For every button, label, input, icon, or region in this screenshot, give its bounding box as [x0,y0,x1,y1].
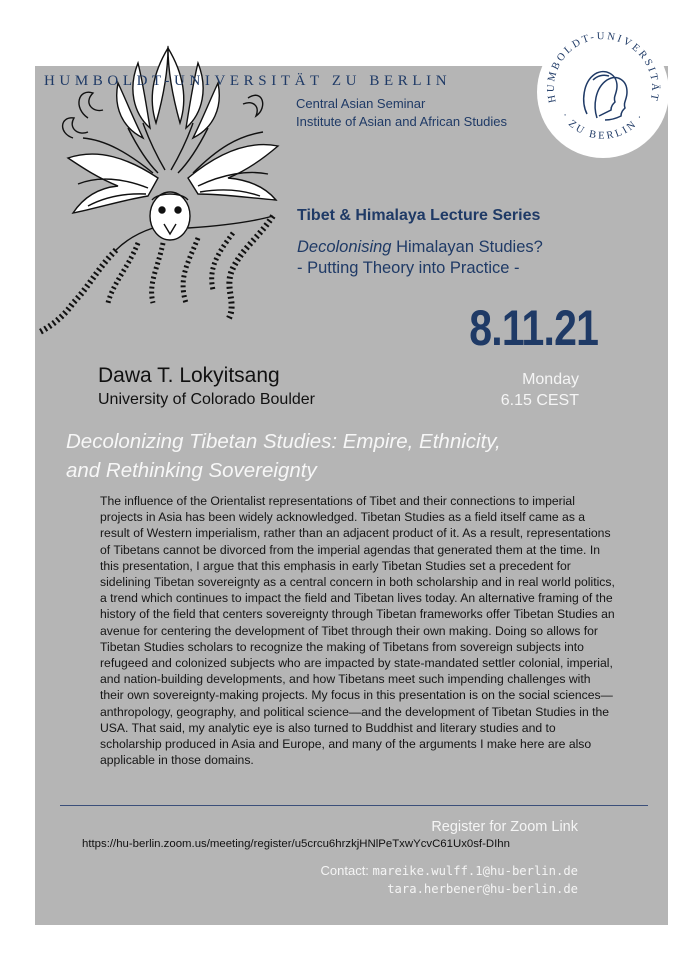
lecture-series-title: Tibet & Himalaya Lecture Series [297,207,541,224]
event-date: 8.11.21 [469,300,598,356]
talk-title-line2: and Rethinking Sovereignty [66,459,317,482]
contact-label: Contact: [320,863,369,878]
series-subtitle [297,237,543,279]
subtitle-line2: - Putting Theory into Practice - [297,259,520,277]
university-name: HUMBOLDT-UNIVERSITÄT ZU BERLIN [44,73,452,89]
seminar-name: Central Asian Seminar [296,96,426,111]
contact-email-2[interactable]: tara.herbener@hu-berlin.de [387,882,578,896]
divider [60,805,648,806]
event-day-time [501,369,579,411]
university-seal-icon [533,22,673,162]
contact-block [321,862,579,898]
subtitle-rest: Himalayan Studies? [391,238,543,256]
speaker-name: Dawa T. Lokyitsang [98,364,280,387]
register-label: Register for Zoom Link [431,819,578,835]
contact-email-1[interactable]: mareike.wulff.1@hu-berlin.de [372,864,578,878]
event-day: Monday [522,371,579,388]
svg-text:· ZU BERLIN ·: · ZU BERLIN · [558,110,648,142]
institute-name: Institute of Asian and African Studies [296,114,508,129]
subtitle-italic: Decolonising [297,238,392,256]
abstract-text: The influence of the Orientalist representations of Tibet and their connections to imperial projects in Asia has been widely acknowledged. Tibetan Studies as a field itself came as a result of Western imperialism, rather than an adjacent product of it. As a result, representations of Tibetans cannot be divorced from the imperial agendas that generated them at the time. In this presentation, I argue that this emphasis in early Tibetan Studies set a precedent for sidelining Tibetan sovereignty as a central concern in both scholarship and in real world politics, a trend which continues to impact the field and Tibetan lives today. An alternative framing of the history of the field that centers sovereignty through Tibetan frameworks offer Tibetan Studies an avenue for centering the development of Tibet through their own making. Doing so allows for Tibetan Studies scholars to recognize the making of Tibetans from sovereign subjects into refugeed and colonized subjects who are impacted by state-mandated settler colonial, imperial, and nation-building developments, and how Tibetans meet such impending challenges with their own sovereignty-making projects. My focus in this presentation is on the social sciences—anthropology, geography, and political science—and the development of Tibetan Studies in the USA. That said, my analytic eye is also turned to Buddhist and literary studies and to scholarship produced in Asia and Europe, and many of the arguments I make here are also applicable in those domains. [100,494,615,768]
speaker-affiliation: University of Colorado Boulder [98,391,315,408]
talk-title [66,427,501,485]
event-time: 6.15 CEST [500,392,579,409]
svg-text:HUMBOLDT-UNIVERSITÄT: HUMBOLDT-UNIVERSITÄT [545,31,661,104]
talk-title-line1: Decolonizing Tibetan Studies: Empire, Ethnicity, [66,430,501,453]
zoom-registration-link[interactable]: https://hu-berlin.zoom.us/meeting/register/u5crcu6hrzkjHNlPeTxwYcvC61Ux0sf-DIhn [82,838,510,850]
